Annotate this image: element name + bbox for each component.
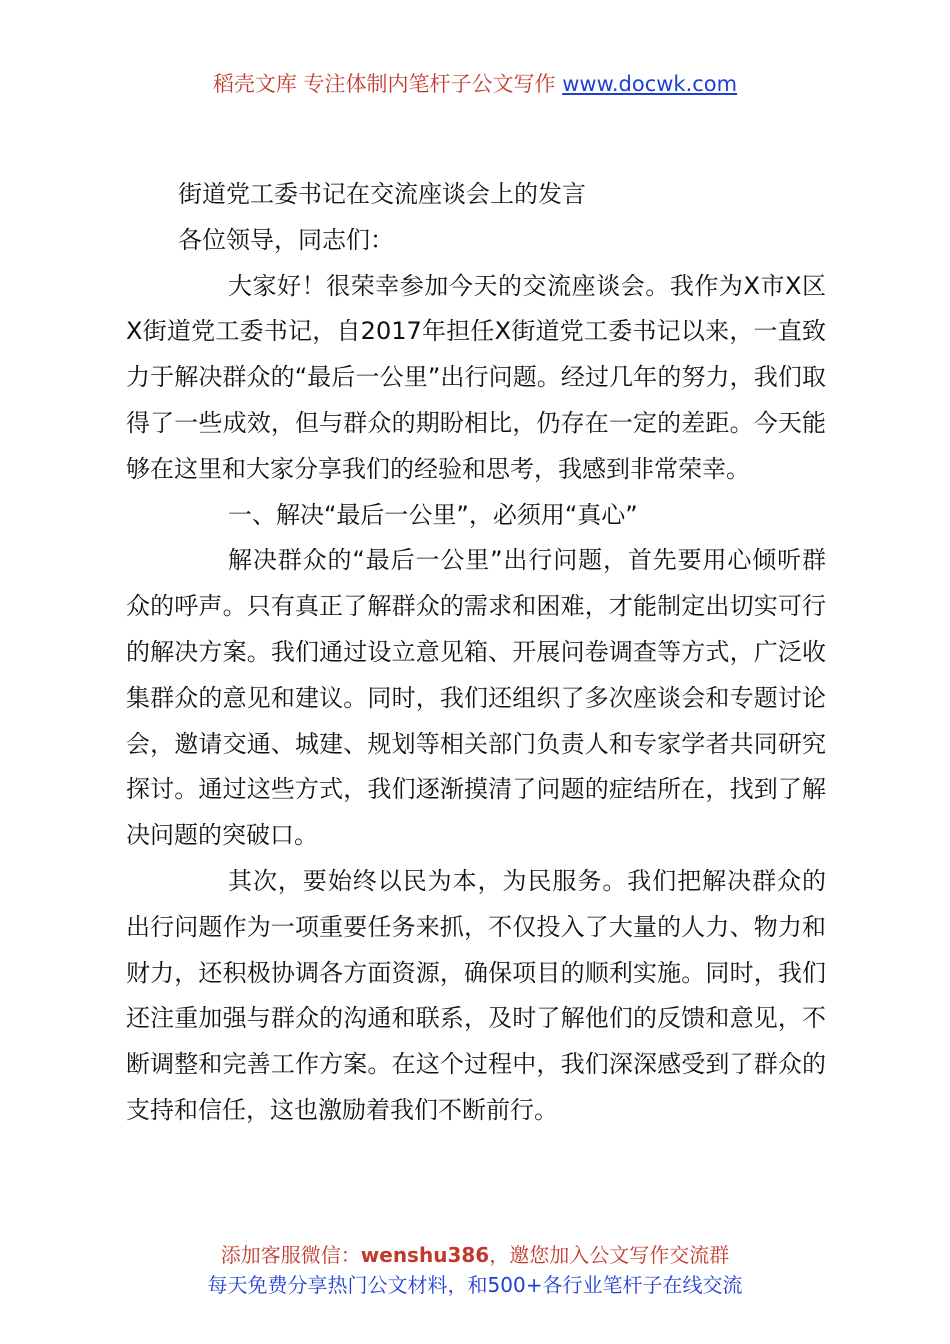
document-body [126, 172, 826, 1134]
paragraph-intro: 大家好！很荣幸参加今天的交流座谈会。我作为X市X区X街道党工委书记，自2017年担任X街道党工委书记以来，一直致力于解决群众的“最后一公里”出行问题。经过几年的努力，我们取得了一些成效，但与群众的期盼相比，仍存在一定的差距。今天能够在这里和大家分享我们的经验和思考，我感到非常荣幸。 [126, 271, 826, 483]
brand-slogan: 稻壳文库 专注体制内笔杆子公文写作 [212, 72, 556, 96]
paragraph-section-1: 解决群众的“最后一公里”出行问题，首先要用心倾听群众的呼声。只有真正了解群众的需求和困难，才能制定出切实可行的解决方案。我们通过设立意见箱、开展问卷调查等方式，广泛收集群众的意见和建议。同时，我们还组织了多次座谈会和专题讨论会，邀请交通、城建、规划等相关部门负责人和专家学者共同研究探讨。通过这些方式，我们逐渐摸清了问题的症结所在，找到了解决问题的突破口。 [126, 546, 826, 850]
footer-wechat-prefix: 添加客服微信： [220, 1243, 361, 1267]
section-heading-1: 一、解决“最后一公里”，必须用“真心” [228, 500, 638, 529]
page-header [0, 68, 950, 100]
paragraph-section-1b: 其次，要始终以民为本，为民服务。我们把解决群众的出行问题作为一项重要任务来抓，不仅投入了大量的人力、物力和财力，还积极协调各方面资源，确保项目的顺利实施。同时，我们还注重加强与群众的沟通和联系，及时了解他们的反馈和意见，不断调整和完善工作方案。在这个过程中，我们深深感受到了群众的支持和信任，这也激励着我们不断前行。 [126, 866, 826, 1124]
greeting: 各位领导，同志们： [178, 225, 394, 254]
wechat-id: wenshu386 [360, 1243, 490, 1267]
footer-wechat-line [0, 1240, 950, 1270]
website-link[interactable]: www.docwk.com [562, 72, 738, 96]
document-title: 街道党工委书记在交流座谈会上的发言 [178, 180, 586, 208]
page-footer [0, 1240, 950, 1300]
footer-wechat-suffix: ，邀您加入公文写作交流群 [489, 1243, 730, 1267]
footer-share-line: 每天免费分享热门公文材料，和500+各行业笔杆子在线交流 [207, 1273, 743, 1297]
